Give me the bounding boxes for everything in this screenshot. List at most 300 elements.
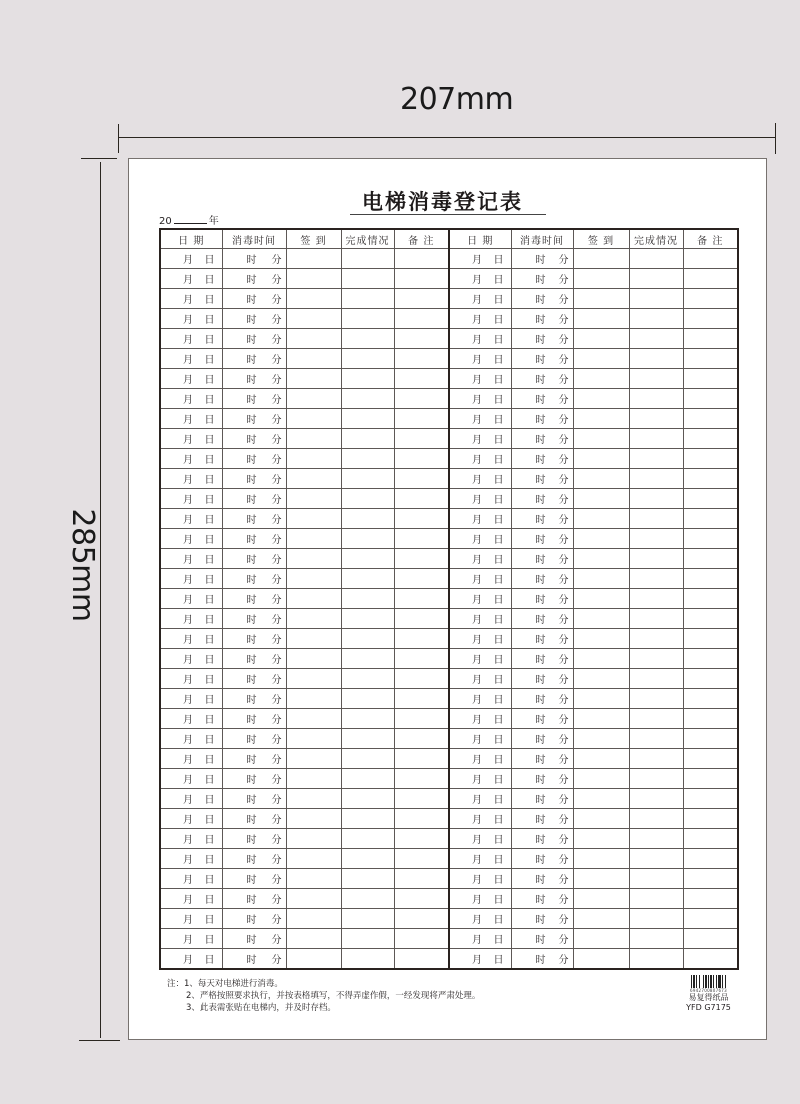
sign-cell[interactable] (573, 569, 629, 589)
sign-cell[interactable] (573, 709, 629, 729)
status-cell[interactable] (629, 609, 683, 629)
time-cell[interactable] (222, 709, 286, 729)
status-cell[interactable] (629, 269, 683, 289)
sign-cell[interactable] (573, 929, 629, 949)
date-cell[interactable] (160, 449, 222, 469)
sign-cell[interactable] (286, 749, 341, 769)
time-cell[interactable] (222, 349, 286, 369)
time-cell[interactable] (222, 469, 286, 489)
sign-cell[interactable] (286, 489, 341, 509)
date-cell[interactable] (160, 949, 222, 970)
date-cell[interactable] (160, 289, 222, 309)
date-cell[interactable] (449, 529, 511, 549)
status-cell[interactable] (629, 329, 683, 349)
date-cell[interactable] (449, 289, 511, 309)
time-cell[interactable] (222, 569, 286, 589)
time-cell[interactable] (222, 849, 286, 869)
time-cell[interactable] (222, 669, 286, 689)
status-cell[interactable] (629, 809, 683, 829)
remarks-cell[interactable] (394, 789, 449, 809)
remarks-cell[interactable] (683, 529, 738, 549)
date-cell[interactable] (449, 369, 511, 389)
sign-cell[interactable] (573, 609, 629, 629)
sign-cell[interactable] (286, 329, 341, 349)
time-cell[interactable] (222, 609, 286, 629)
remarks-cell[interactable] (683, 849, 738, 869)
date-cell[interactable] (449, 449, 511, 469)
remarks-cell[interactable] (394, 329, 449, 349)
sign-cell[interactable] (286, 869, 341, 889)
sign-cell[interactable] (286, 949, 341, 970)
date-cell[interactable] (160, 309, 222, 329)
sign-cell[interactable] (286, 369, 341, 389)
sign-cell[interactable] (286, 309, 341, 329)
date-cell[interactable] (449, 649, 511, 669)
sign-cell[interactable] (286, 709, 341, 729)
status-cell[interactable] (629, 569, 683, 589)
remarks-cell[interactable] (394, 869, 449, 889)
time-cell[interactable] (511, 609, 573, 629)
remarks-cell[interactable] (394, 409, 449, 429)
time-cell[interactable] (222, 889, 286, 909)
status-cell[interactable] (629, 449, 683, 469)
time-cell[interactable] (222, 909, 286, 929)
remarks-cell[interactable] (394, 809, 449, 829)
remarks-cell[interactable] (683, 669, 738, 689)
time-cell[interactable] (511, 789, 573, 809)
sign-cell[interactable] (573, 649, 629, 669)
date-cell[interactable] (160, 869, 222, 889)
date-cell[interactable] (449, 929, 511, 949)
remarks-cell[interactable] (394, 509, 449, 529)
time-cell[interactable] (222, 329, 286, 349)
remarks-cell[interactable] (394, 729, 449, 749)
status-cell[interactable] (629, 849, 683, 869)
date-cell[interactable] (160, 609, 222, 629)
date-cell[interactable] (449, 469, 511, 489)
remarks-cell[interactable] (394, 929, 449, 949)
sign-cell[interactable] (286, 289, 341, 309)
sign-cell[interactable] (573, 529, 629, 549)
sign-cell[interactable] (286, 349, 341, 369)
time-cell[interactable] (222, 429, 286, 449)
time-cell[interactable] (511, 829, 573, 849)
remarks-cell[interactable] (683, 549, 738, 569)
remarks-cell[interactable] (394, 249, 449, 269)
status-cell[interactable] (629, 309, 683, 329)
date-cell[interactable] (449, 589, 511, 609)
time-cell[interactable] (222, 409, 286, 429)
date-cell[interactable] (160, 589, 222, 609)
sign-cell[interactable] (573, 329, 629, 349)
sign-cell[interactable] (286, 629, 341, 649)
sign-cell[interactable] (286, 929, 341, 949)
remarks-cell[interactable] (683, 489, 738, 509)
date-cell[interactable] (449, 869, 511, 889)
time-cell[interactable] (222, 549, 286, 569)
date-cell[interactable] (449, 429, 511, 449)
time-cell[interactable] (511, 289, 573, 309)
date-cell[interactable] (449, 949, 511, 970)
time-cell[interactable] (222, 689, 286, 709)
sign-cell[interactable] (573, 949, 629, 970)
sign-cell[interactable] (573, 549, 629, 569)
status-cell[interactable] (629, 869, 683, 889)
sign-cell[interactable] (573, 909, 629, 929)
time-cell[interactable] (222, 269, 286, 289)
date-cell[interactable] (160, 629, 222, 649)
sign-cell[interactable] (573, 389, 629, 409)
remarks-cell[interactable] (683, 729, 738, 749)
time-cell[interactable] (511, 429, 573, 449)
date-cell[interactable] (160, 809, 222, 829)
date-cell[interactable] (449, 349, 511, 369)
date-cell[interactable] (449, 389, 511, 409)
status-cell[interactable] (341, 749, 394, 769)
date-cell[interactable] (160, 569, 222, 589)
time-cell[interactable] (511, 689, 573, 709)
status-cell[interactable] (341, 469, 394, 489)
status-cell[interactable] (629, 889, 683, 909)
remarks-cell[interactable] (394, 289, 449, 309)
status-cell[interactable] (629, 649, 683, 669)
date-cell[interactable] (449, 889, 511, 909)
status-cell[interactable] (341, 349, 394, 369)
sign-cell[interactable] (286, 449, 341, 469)
date-cell[interactable] (160, 409, 222, 429)
time-cell[interactable] (222, 529, 286, 549)
time-cell[interactable] (511, 769, 573, 789)
remarks-cell[interactable] (394, 549, 449, 569)
status-cell[interactable] (341, 909, 394, 929)
sign-cell[interactable] (286, 909, 341, 929)
date-cell[interactable] (449, 249, 511, 269)
date-cell[interactable] (160, 549, 222, 569)
date-cell[interactable] (449, 309, 511, 329)
status-cell[interactable] (341, 889, 394, 909)
date-cell[interactable] (160, 429, 222, 449)
status-cell[interactable] (629, 929, 683, 949)
date-cell[interactable] (449, 669, 511, 689)
status-cell[interactable] (341, 729, 394, 749)
sign-cell[interactable] (286, 669, 341, 689)
status-cell[interactable] (341, 669, 394, 689)
status-cell[interactable] (341, 649, 394, 669)
sign-cell[interactable] (573, 669, 629, 689)
status-cell[interactable] (341, 869, 394, 889)
date-cell[interactable] (160, 909, 222, 929)
remarks-cell[interactable] (394, 269, 449, 289)
time-cell[interactable] (511, 709, 573, 729)
status-cell[interactable] (629, 909, 683, 929)
time-cell[interactable] (511, 269, 573, 289)
sign-cell[interactable] (286, 769, 341, 789)
sign-cell[interactable] (573, 249, 629, 269)
sign-cell[interactable] (573, 489, 629, 509)
remarks-cell[interactable] (683, 349, 738, 369)
sign-cell[interactable] (286, 829, 341, 849)
remarks-cell[interactable] (394, 889, 449, 909)
time-cell[interactable] (511, 329, 573, 349)
remarks-cell[interactable] (683, 929, 738, 949)
sign-cell[interactable] (573, 629, 629, 649)
remarks-cell[interactable] (394, 629, 449, 649)
status-cell[interactable] (341, 569, 394, 589)
time-cell[interactable] (222, 729, 286, 749)
status-cell[interactable] (341, 689, 394, 709)
remarks-cell[interactable] (683, 429, 738, 449)
date-cell[interactable] (449, 729, 511, 749)
date-cell[interactable] (449, 489, 511, 509)
time-cell[interactable] (511, 909, 573, 929)
remarks-cell[interactable] (394, 949, 449, 970)
date-cell[interactable] (449, 909, 511, 929)
status-cell[interactable] (341, 769, 394, 789)
sign-cell[interactable] (573, 509, 629, 529)
date-cell[interactable] (449, 629, 511, 649)
time-cell[interactable] (222, 769, 286, 789)
status-cell[interactable] (341, 789, 394, 809)
status-cell[interactable] (629, 949, 683, 970)
sign-cell[interactable] (573, 449, 629, 469)
date-cell[interactable] (160, 529, 222, 549)
date-cell[interactable] (449, 329, 511, 349)
date-cell[interactable] (449, 609, 511, 629)
time-cell[interactable] (222, 809, 286, 829)
status-cell[interactable] (341, 429, 394, 449)
status-cell[interactable] (341, 609, 394, 629)
date-cell[interactable] (449, 689, 511, 709)
time-cell[interactable] (511, 349, 573, 369)
status-cell[interactable] (629, 589, 683, 609)
time-cell[interactable] (222, 489, 286, 509)
sign-cell[interactable] (286, 509, 341, 529)
status-cell[interactable] (629, 749, 683, 769)
sign-cell[interactable] (573, 789, 629, 809)
date-cell[interactable] (449, 749, 511, 769)
sign-cell[interactable] (573, 409, 629, 429)
status-cell[interactable] (341, 929, 394, 949)
date-cell[interactable] (449, 809, 511, 829)
sign-cell[interactable] (573, 809, 629, 829)
status-cell[interactable] (629, 549, 683, 569)
date-cell[interactable] (160, 749, 222, 769)
date-cell[interactable] (449, 829, 511, 849)
time-cell[interactable] (511, 549, 573, 569)
status-cell[interactable] (629, 369, 683, 389)
remarks-cell[interactable] (394, 749, 449, 769)
time-cell[interactable] (222, 389, 286, 409)
remarks-cell[interactable] (394, 609, 449, 629)
status-cell[interactable] (341, 629, 394, 649)
remarks-cell[interactable] (394, 849, 449, 869)
remarks-cell[interactable] (683, 369, 738, 389)
time-cell[interactable] (511, 449, 573, 469)
time-cell[interactable] (511, 249, 573, 269)
status-cell[interactable] (629, 249, 683, 269)
time-cell[interactable] (511, 749, 573, 769)
remarks-cell[interactable] (394, 769, 449, 789)
status-cell[interactable] (629, 429, 683, 449)
remarks-cell[interactable] (394, 369, 449, 389)
remarks-cell[interactable] (394, 309, 449, 329)
remarks-cell[interactable] (683, 809, 738, 829)
remarks-cell[interactable] (394, 489, 449, 509)
status-cell[interactable] (341, 829, 394, 849)
sign-cell[interactable] (286, 589, 341, 609)
sign-cell[interactable] (286, 849, 341, 869)
remarks-cell[interactable] (683, 569, 738, 589)
time-cell[interactable] (511, 409, 573, 429)
status-cell[interactable] (341, 369, 394, 389)
date-cell[interactable] (160, 889, 222, 909)
remarks-cell[interactable] (683, 789, 738, 809)
status-cell[interactable] (341, 949, 394, 970)
sign-cell[interactable] (286, 889, 341, 909)
remarks-cell[interactable] (683, 329, 738, 349)
date-cell[interactable] (160, 509, 222, 529)
sign-cell[interactable] (286, 529, 341, 549)
date-cell[interactable] (449, 569, 511, 589)
remarks-cell[interactable] (683, 389, 738, 409)
date-cell[interactable] (449, 409, 511, 429)
date-cell[interactable] (160, 709, 222, 729)
status-cell[interactable] (341, 849, 394, 869)
remarks-cell[interactable] (683, 629, 738, 649)
time-cell[interactable] (511, 529, 573, 549)
sign-cell[interactable] (286, 649, 341, 669)
remarks-cell[interactable] (683, 609, 738, 629)
status-cell[interactable] (629, 689, 683, 709)
time-cell[interactable] (511, 929, 573, 949)
date-cell[interactable] (449, 849, 511, 869)
remarks-cell[interactable] (394, 909, 449, 929)
remarks-cell[interactable] (394, 669, 449, 689)
remarks-cell[interactable] (683, 909, 738, 929)
sign-cell[interactable] (573, 769, 629, 789)
status-cell[interactable] (629, 349, 683, 369)
sign-cell[interactable] (286, 409, 341, 429)
sign-cell[interactable] (573, 729, 629, 749)
remarks-cell[interactable] (394, 569, 449, 589)
time-cell[interactable] (511, 869, 573, 889)
status-cell[interactable] (629, 789, 683, 809)
time-cell[interactable] (511, 369, 573, 389)
remarks-cell[interactable] (683, 709, 738, 729)
status-cell[interactable] (629, 529, 683, 549)
sign-cell[interactable] (286, 789, 341, 809)
remarks-cell[interactable] (683, 449, 738, 469)
remarks-cell[interactable] (683, 949, 738, 970)
sign-cell[interactable] (573, 309, 629, 329)
time-cell[interactable] (511, 809, 573, 829)
date-cell[interactable] (160, 249, 222, 269)
remarks-cell[interactable] (683, 769, 738, 789)
remarks-cell[interactable] (683, 409, 738, 429)
time-cell[interactable] (222, 509, 286, 529)
date-cell[interactable] (160, 469, 222, 489)
sign-cell[interactable] (286, 549, 341, 569)
year-blank[interactable] (174, 214, 207, 224)
remarks-cell[interactable] (683, 289, 738, 309)
sign-cell[interactable] (573, 749, 629, 769)
remarks-cell[interactable] (394, 429, 449, 449)
sign-cell[interactable] (573, 469, 629, 489)
status-cell[interactable] (341, 709, 394, 729)
time-cell[interactable] (511, 569, 573, 589)
sign-cell[interactable] (573, 849, 629, 869)
remarks-cell[interactable] (683, 249, 738, 269)
remarks-cell[interactable] (394, 649, 449, 669)
status-cell[interactable] (341, 509, 394, 529)
time-cell[interactable] (222, 629, 286, 649)
time-cell[interactable] (222, 589, 286, 609)
time-cell[interactable] (222, 949, 286, 970)
remarks-cell[interactable] (683, 889, 738, 909)
status-cell[interactable] (629, 709, 683, 729)
status-cell[interactable] (629, 669, 683, 689)
remarks-cell[interactable] (394, 349, 449, 369)
time-cell[interactable] (511, 309, 573, 329)
status-cell[interactable] (629, 729, 683, 749)
date-cell[interactable] (160, 369, 222, 389)
sign-cell[interactable] (573, 889, 629, 909)
sign-cell[interactable] (573, 269, 629, 289)
sign-cell[interactable] (573, 829, 629, 849)
sign-cell[interactable] (286, 469, 341, 489)
status-cell[interactable] (629, 489, 683, 509)
sign-cell[interactable] (286, 269, 341, 289)
time-cell[interactable] (511, 949, 573, 970)
date-cell[interactable] (449, 769, 511, 789)
remarks-cell[interactable] (683, 869, 738, 889)
time-cell[interactable] (511, 589, 573, 609)
time-cell[interactable] (511, 889, 573, 909)
date-cell[interactable] (160, 389, 222, 409)
remarks-cell[interactable] (394, 689, 449, 709)
time-cell[interactable] (222, 249, 286, 269)
date-cell[interactable] (160, 689, 222, 709)
date-cell[interactable] (160, 269, 222, 289)
time-cell[interactable] (511, 629, 573, 649)
status-cell[interactable] (341, 809, 394, 829)
remarks-cell[interactable] (683, 649, 738, 669)
status-cell[interactable] (629, 409, 683, 429)
status-cell[interactable] (341, 329, 394, 349)
status-cell[interactable] (341, 309, 394, 329)
sign-cell[interactable] (573, 349, 629, 369)
time-cell[interactable] (511, 729, 573, 749)
status-cell[interactable] (341, 589, 394, 609)
status-cell[interactable] (629, 769, 683, 789)
date-cell[interactable] (449, 509, 511, 529)
status-cell[interactable] (341, 289, 394, 309)
sign-cell[interactable] (573, 289, 629, 309)
status-cell[interactable] (341, 449, 394, 469)
status-cell[interactable] (341, 389, 394, 409)
remarks-cell[interactable] (394, 829, 449, 849)
sign-cell[interactable] (573, 589, 629, 609)
date-cell[interactable] (160, 329, 222, 349)
remarks-cell[interactable] (394, 449, 449, 469)
remarks-cell[interactable] (683, 689, 738, 709)
status-cell[interactable] (341, 529, 394, 549)
status-cell[interactable] (341, 409, 394, 429)
remarks-cell[interactable] (394, 469, 449, 489)
date-cell[interactable] (160, 849, 222, 869)
time-cell[interactable] (222, 369, 286, 389)
time-cell[interactable] (222, 929, 286, 949)
